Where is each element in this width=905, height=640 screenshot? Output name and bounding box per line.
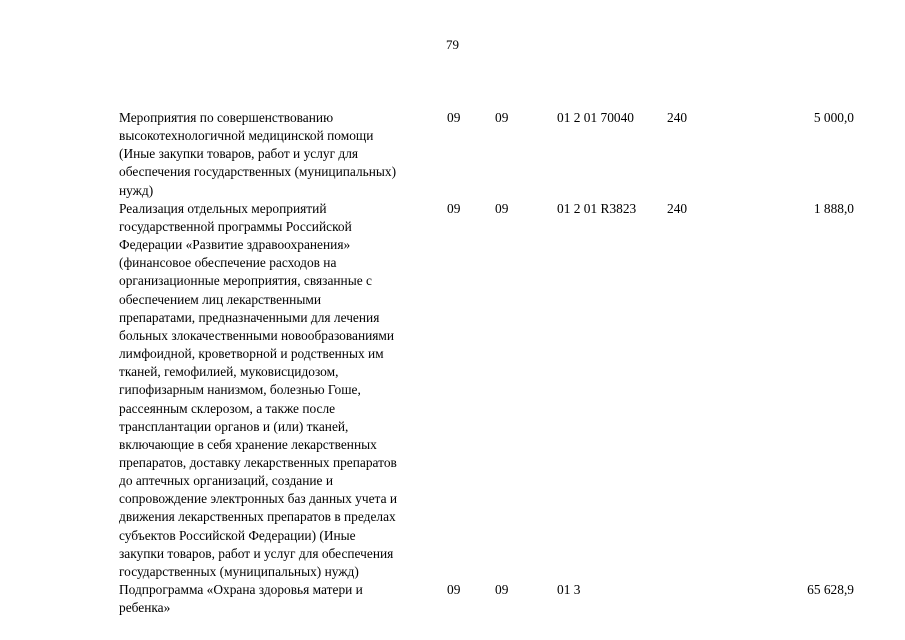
row-name-line: включающие в себя хранение лекарственных [119,436,377,452]
row-name-line: высокотехнологичной медицинской помощи [119,128,374,144]
row-name [119,200,441,581]
row-name-line: нужд) [119,182,154,198]
subsection-code: 09 [495,200,509,216]
row-name-line: Мероприятия по совершенствованию [119,110,334,125]
row-name-line: обеспечением лиц лекарственными [119,291,321,307]
budget-table [119,109,854,617]
row-name-line: сопровождение электронных баз данных учета и [119,491,398,507]
amount-value: 5 000,0 [813,110,854,125]
row-name-line: движения лекарственных препаратов в пределах [119,509,396,525]
row-name-line: тканей, гемофилией, муковисцидозом, [119,364,339,380]
row-name [119,109,441,200]
row-name-line: обеспечения государственных (муниципальных) [119,164,397,180]
target-article-code: 01 3 [557,582,581,598]
row-name-line: лимфоидной, кроветворной и родственных им [119,346,384,362]
section-code: 09 [447,582,461,598]
row-name-line: государственных (муниципальных) нужд) [119,563,359,579]
section-code: 09 [447,110,461,125]
table-row [119,109,854,200]
row-name-line: государственной программы Российской [119,218,352,234]
row-name-line: Реализация отдельных мероприятий [119,200,327,216]
row-name-line: субъектов Российской Федерации) (Иные [119,527,356,543]
target-article-code: 01 2 01 70040 [557,110,634,125]
page-number: 79 [446,37,459,52]
row-name-line: до аптечных организаций, создание и [119,473,334,489]
target-article-code: 01 2 01 R3823 [557,200,637,216]
row-name-line: препаратов, доставку лекарственных препаратов [119,454,397,470]
row-name-line: закупки товаров, работ и услуг для обеспечения [119,545,394,561]
row-name [119,581,441,617]
row-name-line: ребенка» [119,600,171,616]
table-row [119,581,854,617]
table-row [119,200,854,581]
expense-type-code: 240 [667,110,688,125]
row-name-line: рассеянным склерозом, а также после [119,400,336,416]
row-name-line: трансплантации органов и (или) тканей, [119,418,349,434]
row-name-line: больных злокачественными новообразованиями [119,327,395,343]
row-name-line: организационные мероприятия, связанные с [119,273,372,289]
row-name-line: (финансовое обеспечение расходов на [119,255,337,271]
section-code: 09 [447,200,461,216]
subsection-code: 09 [495,110,509,125]
amount-value: 65 628,9 [807,582,854,598]
row-name-line: препаратами, предназначенными для лечения [119,309,380,325]
row-name-line: Федерации «Развитие здравоохранения» [119,237,351,253]
row-name-line: гипофизарным нанизмом, болезнью Гоше, [119,382,361,398]
amount-value: 1 888,0 [813,200,854,216]
row-name-line: Подпрограмма «Охрана здоровья матери и [119,582,363,598]
subsection-code: 09 [495,582,509,598]
row-name-line: (Иные закупки товаров, работ и услуг для [119,146,359,162]
expense-type-code: 240 [667,200,688,216]
